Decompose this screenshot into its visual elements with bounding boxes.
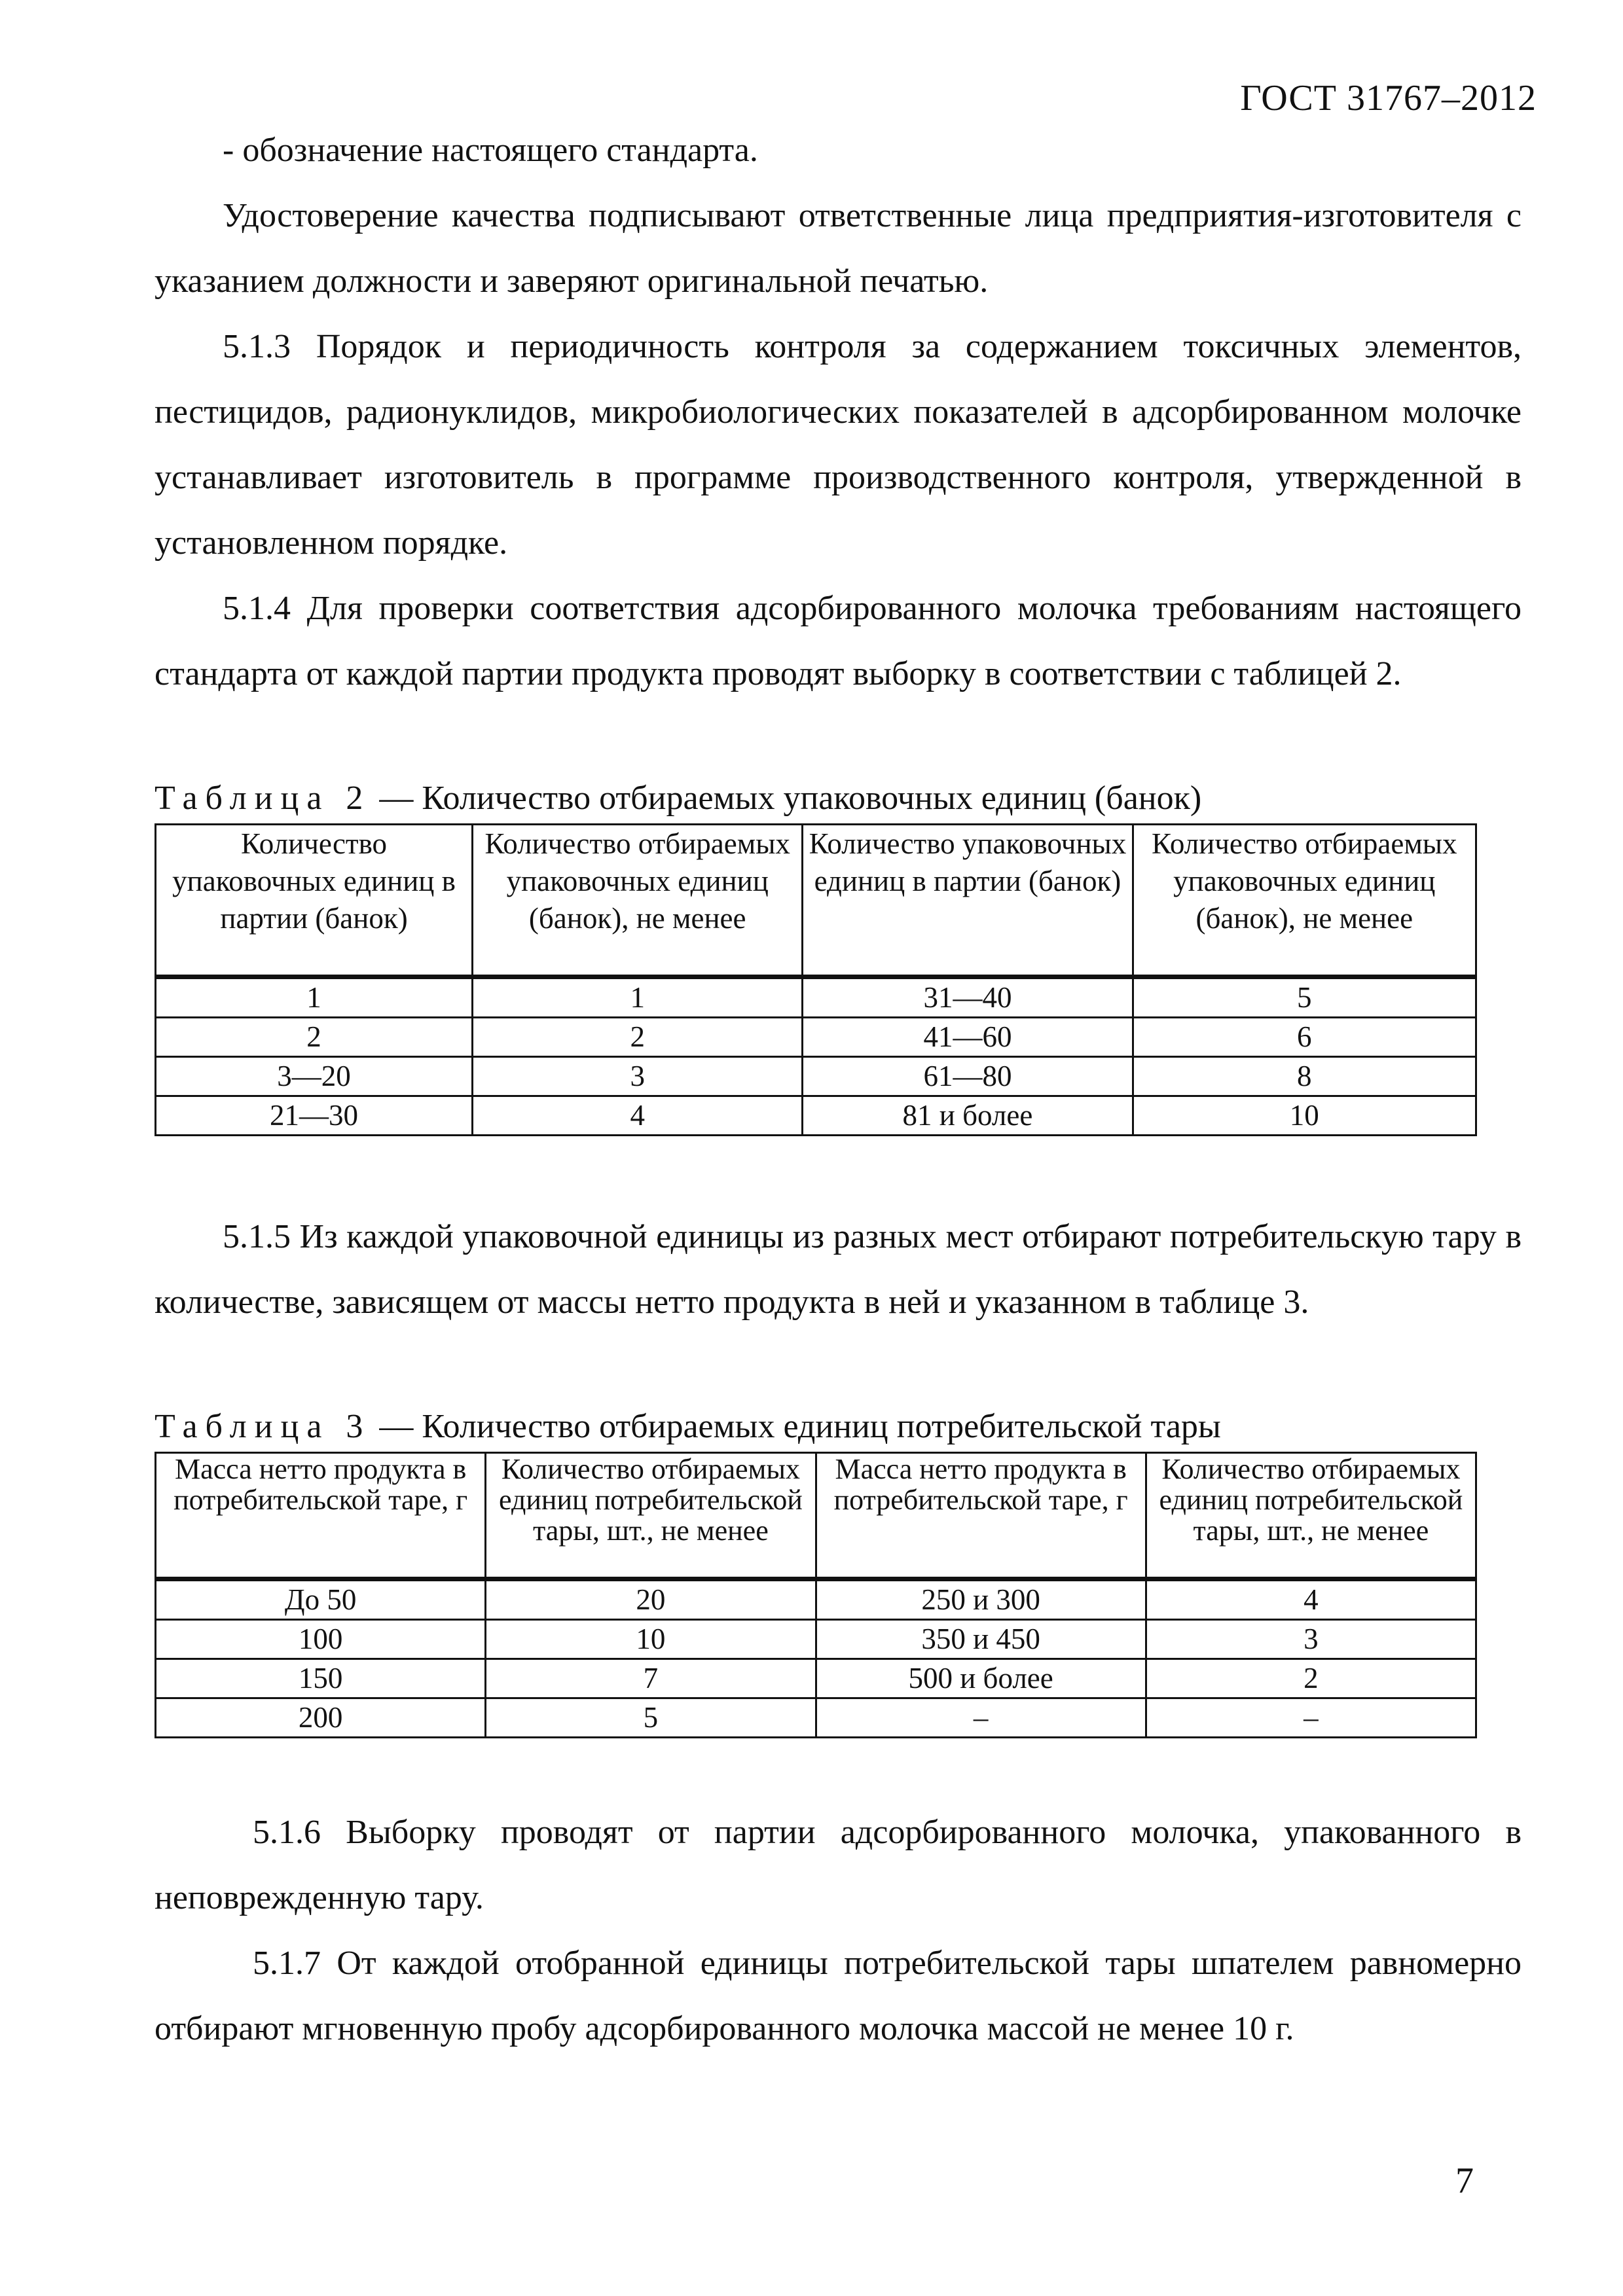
table-cell: 2 [473,1018,803,1057]
table-cell: 3 [1146,1620,1476,1659]
table3-header-cell: Количество отбираемых единиц потребительской тары, шт., не менее [1146,1453,1476,1579]
table-cell: 8 [1133,1057,1476,1096]
table3-header-cell: Масса нетто продукта в потребительской таре, г [816,1453,1146,1579]
table-cell: 41—60 [803,1018,1133,1057]
table-cell: 21—30 [156,1096,473,1136]
table2-caption-text: — Количество отбираемых упаковочных единиц (банок) [371,780,1202,817]
table3-caption-text: — Количество отбираемых единиц потребительской тары [371,1408,1221,1445]
table-cell: – [816,1698,1146,1738]
paragraph-5-1-4: 5.1.4 Для проверки соответствия адсорбированного молочка требованиям настоящего стандарта от каждой партии продукта проводят выборку в соответствии с таблицей 2. [155,590,1522,692]
table-row [156,1579,1476,1620]
table-cell: – [1146,1698,1476,1738]
table2-header-cell: Количество отбираемых упаковочных единиц (банок), не менее [473,825,803,977]
paragraph-5-1-3: 5.1.3 Порядок и периодичность контроля за содержанием токсичных элементов, пестицидов, радионуклидов, микробиологических показателей в адсорбированном молочке устанавливает изготовитель в программе производственного контроля, утвержденной в установленном порядке. [155,328,1522,562]
table-cell: 500 и более [816,1659,1146,1698]
table-cell: 2 [1146,1659,1476,1698]
table-cell: 7 [486,1659,816,1698]
table-cell: 5 [1133,977,1476,1018]
table-cell: 150 [156,1659,486,1698]
table-row [156,977,1476,1018]
table-cell: 31—40 [803,977,1133,1018]
table-cell: 100 [156,1620,486,1659]
table3 [155,1452,1477,1738]
table-cell: 10 [1133,1096,1476,1136]
table-cell: 5 [486,1698,816,1738]
table-cell: 3 [473,1057,803,1096]
table-cell: 1 [156,977,473,1018]
table3-header-cell: Количество отбираемых единиц потребительской тары, шт., не менее [486,1453,816,1579]
table-row [156,1096,1476,1136]
paragraph-5-1-6: 5.1.6 Выборку проводят от партии адсорбированного молочка, упакованного в неповрежденную тару. [155,1814,1522,1916]
table2-caption-label: Таблица 2 [155,780,371,817]
document-header: ГОСТ 31767–2012 [1240,78,1537,118]
table3-caption-label: Таблица 3 [155,1408,371,1445]
table-cell: 3—20 [156,1057,473,1096]
table-cell: 6 [1133,1018,1476,1057]
table-cell: 4 [1146,1579,1476,1620]
table-cell: До 50 [156,1579,486,1620]
table2-header-cell: Количество упаковочных единиц в партии (банок) [156,825,473,977]
table-row [156,1620,1476,1659]
table3-header-cell: Масса нетто продукта в потребительской таре, г [156,1453,486,1579]
table-cell: 1 [473,977,803,1018]
table-cell: 81 и более [803,1096,1133,1136]
table-cell: 250 и 300 [816,1579,1146,1620]
table-cell: 4 [473,1096,803,1136]
table2-header-row [156,825,1476,977]
table3-caption [155,1407,1221,1446]
table-cell: 20 [486,1579,816,1620]
table-cell: 2 [156,1018,473,1057]
table-cell: 61—80 [803,1057,1133,1096]
table2-header-cell: Количество упаковочных единиц в партии (банок) [803,825,1133,977]
table-row [156,1057,1476,1096]
paragraph-quality-certificate: Удостоверение качества подписывают ответственные лица предприятия-изготовителя с указанием должности и заверяют оригинальной печатью. [155,197,1522,300]
table-cell: 200 [156,1698,486,1738]
paragraph-5-1-5: 5.1.5 Из каждой упаковочной единицы из разных мест отбирают потребительскую тару в количестве, зависящем от массы нетто продукта в ней и указанном в таблице 3. [155,1218,1522,1321]
table-row [156,1659,1476,1698]
paragraph-5-1-7: 5.1.7 От каждой отобранной единицы потребительской тары шпателем равномерно отбирают мгновенную пробу адсорбированного молочка массой не менее 10 г. [155,1945,1522,2047]
table3-header-row [156,1453,1476,1579]
paragraph-designation: - обозначение настоящего стандарта. [223,132,758,169]
table2 [155,823,1477,1136]
table2-caption [155,779,1201,817]
table-row [156,1698,1476,1738]
table2-header-cell: Количество отбираемых упаковочных единиц (банок), не менее [1133,825,1476,977]
page-number: 7 [1455,2161,1474,2201]
table-row [156,1018,1476,1057]
table-cell: 350 и 450 [816,1620,1146,1659]
table-cell: 10 [486,1620,816,1659]
